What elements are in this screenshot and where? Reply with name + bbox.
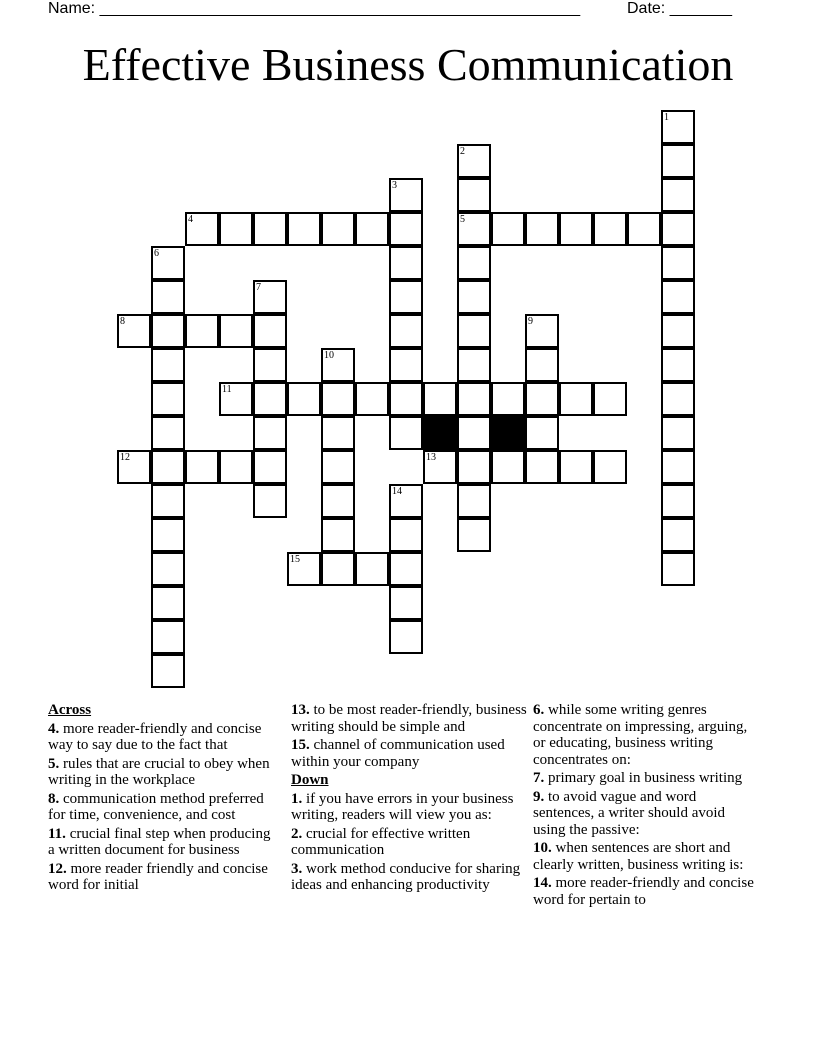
clue-item-text: communication method preferred for time, convenience, and cost [48,790,264,823]
crossword-cell[interactable] [661,382,695,416]
crossword-cell[interactable] [185,212,219,246]
crossword-cell[interactable] [661,348,695,382]
crossword-cell[interactable] [457,178,491,212]
crossword-cell[interactable] [661,518,695,552]
crossword-cell[interactable] [661,246,695,280]
clue-item-text: more reader friendly and concise word for initial [48,860,268,893]
crossword-cell[interactable] [321,416,355,450]
clue-item-text: channel of communication used within your company [291,737,505,770]
clue-number: 7 [256,282,261,293]
clues-column-3 [533,702,755,910]
crossword-cell[interactable] [219,314,253,348]
crossword-cell[interactable] [151,654,185,688]
crossword-cell[interactable] [457,314,491,348]
crossword-cell[interactable] [185,450,219,484]
clue-number: 14 [392,486,402,497]
clue-item [533,702,755,768]
across-clue-list-continued [291,702,527,770]
clue-item-number: 8. [48,790,60,807]
clue-item-text: more reader-friendly and concise word for pertain to [533,875,754,908]
crossword-cell[interactable] [525,450,559,484]
crossword-cell[interactable] [525,416,559,450]
clue-item-text: primary goal in business writing [544,770,743,786]
crossword-cell[interactable] [661,178,695,212]
clue-item-number: 4. [48,720,60,737]
crossword-cell[interactable] [559,212,593,246]
date-field-label[interactable]: Date: _______ [627,0,732,17]
crossword-cell[interactable] [491,212,525,246]
crossword-cell[interactable] [219,382,253,416]
crossword-cell[interactable] [389,348,423,382]
crossword-cell[interactable] [117,314,151,348]
clue-item-number: 15. [291,737,310,753]
clue-item-text: more reader-friendly and concise way to say due to the fact that [48,720,262,753]
clue-number: 9 [528,316,533,327]
across-heading: Across [48,702,92,718]
clue-item-number: 3. [291,860,303,877]
crossword-cell[interactable] [253,314,287,348]
clue-item-text: while some writing genres concentrate on impressing, arguing, or educating, business writing concentrates on: [533,702,748,768]
crossword-cell[interactable] [151,620,185,654]
crossword-cell[interactable] [457,246,491,280]
crossword-cell[interactable] [151,518,185,552]
clue-item-text: to be most reader-friendly, business writing should be simple and [291,702,527,735]
crossword-cell[interactable] [253,212,287,246]
clue-number: 3 [392,180,397,191]
crossword-cell[interactable] [151,280,185,314]
crossword-cell[interactable] [355,212,389,246]
clues-column-1 [48,702,280,896]
crossword-cell[interactable] [287,552,321,586]
crossword-cell[interactable] [151,348,185,382]
crossword-cell[interactable] [661,144,695,178]
crossword-block [491,416,525,450]
clue-item-number: 10. [533,840,552,856]
clue-item [291,702,527,735]
crossword-cell[interactable] [151,382,185,416]
crossword-cell[interactable] [457,416,491,450]
crossword-cell[interactable] [457,382,491,416]
crossword-cell[interactable] [457,144,491,178]
crossword-cell[interactable] [389,212,423,246]
clues-column-2 [291,702,527,896]
clue-number: 10 [324,350,334,361]
crossword-cell[interactable] [389,552,423,586]
crossword-cell[interactable] [321,450,355,484]
clue-number: 15 [290,554,300,565]
crossword-cell[interactable] [661,484,695,518]
crossword-cell[interactable] [321,484,355,518]
crossword-cell[interactable] [321,552,355,586]
crossword-cell[interactable] [593,382,627,416]
crossword-cell[interactable] [321,348,355,382]
clue-number: 11 [222,384,232,395]
crossword-cell[interactable] [457,212,491,246]
clue-item [533,789,755,839]
clue-item [48,861,280,894]
clue-item-text: work method conducive for sharing ideas and enhancing productivity [291,860,521,893]
clue-item [291,861,527,894]
crossword-cell[interactable] [491,450,525,484]
page-title: Effective Business Communication [82,39,734,90]
crossword-cell[interactable] [253,450,287,484]
clue-item [291,791,527,824]
crossword-cell[interactable] [253,382,287,416]
clue-number: 8 [120,316,125,327]
clue-item-text: when sentences are short and clearly written, business writing is: [533,840,744,873]
clue-number: 13 [426,452,436,463]
clue-item-text: crucial final step when producing a written document for business [48,825,271,858]
crossword-cell[interactable] [253,416,287,450]
crossword-cell[interactable] [117,450,151,484]
clue-item-text: to avoid vague and word sentences, a writer should avoid using the passive: [533,788,726,838]
crossword-cell[interactable] [151,246,185,280]
crossword-cell[interactable] [355,552,389,586]
clue-item [48,756,280,789]
crossword-cell[interactable] [525,314,559,348]
down-heading: Down [291,772,329,788]
crossword-cell[interactable] [593,450,627,484]
clue-item [533,840,755,873]
crossword-cell[interactable] [253,348,287,382]
crossword-cell[interactable] [389,416,423,450]
crossword-cell[interactable] [593,212,627,246]
crossword-cell[interactable] [457,450,491,484]
crossword-cell[interactable] [491,382,525,416]
crossword-cell[interactable] [151,552,185,586]
crossword-cell[interactable] [389,382,423,416]
clue-item [48,721,280,754]
clue-item [533,770,755,787]
clue-item-number: 9. [533,788,545,805]
crossword-cell[interactable] [559,382,593,416]
down-clue-list-continued [533,702,755,908]
clue-item-number: 1. [291,790,303,807]
crossword-cell[interactable] [321,382,355,416]
crossword-cell[interactable] [661,552,695,586]
crossword-cell[interactable] [389,620,423,654]
clue-item [48,791,280,824]
crossword-cell[interactable] [525,382,559,416]
crossword-cell[interactable] [151,450,185,484]
clue-number: 5 [460,214,465,225]
crossword-cell[interactable] [661,280,695,314]
clue-number: 6 [154,248,159,259]
clue-number: 2 [460,146,465,157]
clue-item [48,826,280,859]
clue-item [533,875,755,908]
crossword-cell[interactable] [389,314,423,348]
crossword-cell[interactable] [661,450,695,484]
clue-item [291,737,527,770]
crossword-block [423,416,457,450]
crossword-cell[interactable] [219,450,253,484]
clue-item-number: 13. [291,702,310,718]
clue-item-number: 5. [48,755,60,772]
clue-item-text: rules that are crucial to obey when writing in the workplace [48,755,270,788]
clue-item-number: 2. [291,825,303,842]
clue-item-number: 6. [533,702,545,718]
clue-item [291,826,527,859]
crossword-cell[interactable] [627,212,661,246]
crossword-cell[interactable] [661,212,695,246]
clue-item-number: 7. [533,770,545,786]
crossword-cell[interactable] [185,314,219,348]
crossword-cell[interactable] [457,484,491,518]
clue-number: 4 [188,214,193,225]
crossword-cell[interactable] [457,280,491,314]
crossword-cell[interactable] [423,382,457,416]
crossword-cell[interactable] [321,518,355,552]
crossword-cell[interactable] [389,586,423,620]
crossword-cell[interactable] [457,348,491,382]
crossword-cell[interactable] [389,484,423,518]
clue-number: 1 [664,112,669,123]
name-field-label[interactable]: Name: ______________________________________________________ [48,0,581,17]
across-clue-list [48,721,280,894]
clue-item-number: 14. [533,875,552,891]
crossword-cell[interactable] [151,586,185,620]
crossword-cell[interactable] [389,246,423,280]
crossword-cell[interactable] [321,212,355,246]
crossword-cell[interactable] [559,450,593,484]
crossword-cell[interactable] [151,416,185,450]
crossword-cell[interactable] [253,280,287,314]
crossword-cell[interactable] [525,212,559,246]
crossword-cell[interactable] [287,382,321,416]
crossword-cell[interactable] [151,314,185,348]
crossword-cell[interactable] [661,110,695,144]
crossword-cell[interactable] [355,382,389,416]
clue-number: 12 [120,452,130,463]
clue-item-number: 12. [48,860,67,877]
crossword-cell[interactable] [389,280,423,314]
crossword-cell[interactable] [457,518,491,552]
crossword-cell[interactable] [661,314,695,348]
crossword-cell[interactable] [389,178,423,212]
crossword-cell[interactable] [423,450,457,484]
clue-item-text: if you have errors in your business writing, readers will view you as: [291,790,514,823]
down-clue-list [291,791,527,894]
crossword-cell[interactable] [661,416,695,450]
crossword-cell[interactable] [287,212,321,246]
crossword-cell[interactable] [151,484,185,518]
crossword-cell[interactable] [389,518,423,552]
crossword-cell[interactable] [219,212,253,246]
clue-item-text: crucial for effective written communication [291,825,471,858]
clue-item-number: 11. [48,825,66,842]
crossword-cell[interactable] [525,348,559,382]
crossword-cell[interactable] [253,484,287,518]
